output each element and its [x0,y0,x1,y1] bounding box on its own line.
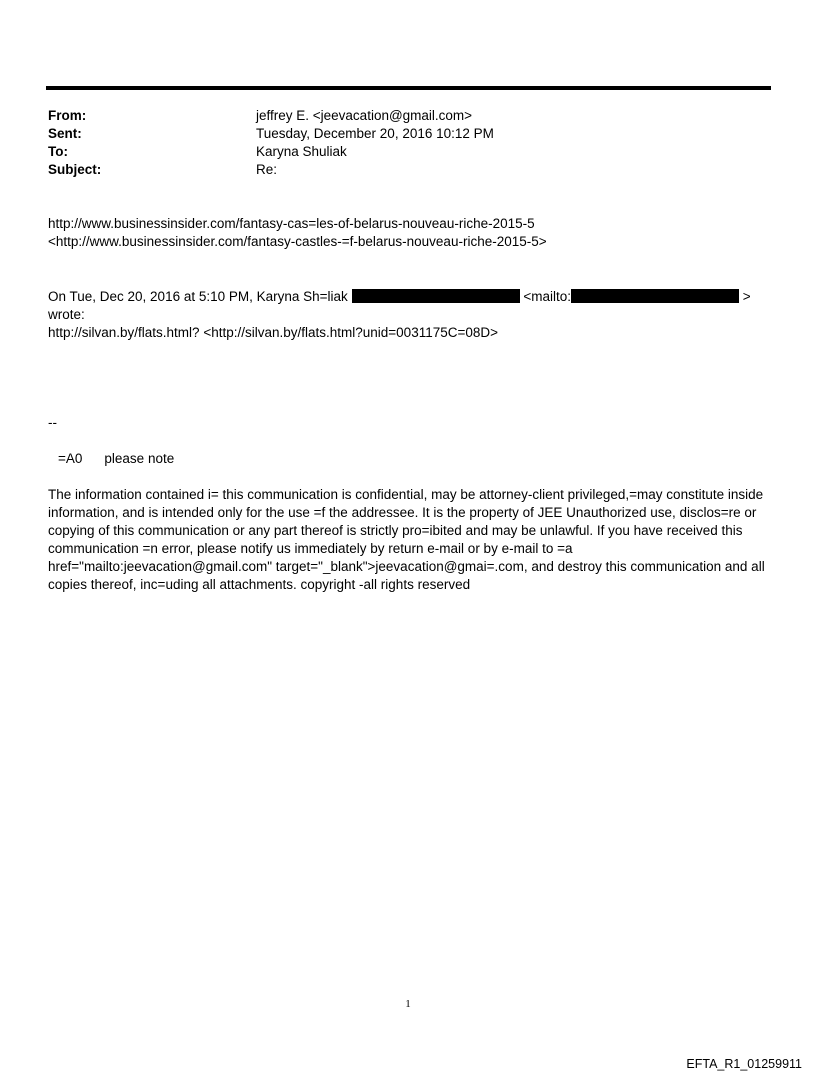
redaction-block [352,289,520,303]
link-line-2: <http://www.businessinsider.com/fantasy-castles-=f-belarus-nouveau-riche-2015-5> [48,234,547,249]
redaction-block [571,289,739,303]
quote-close: > [742,289,751,304]
quote-header-line [48,288,773,306]
subject-row [48,161,748,179]
sent-value: Tuesday, December 20, 2016 10:12 PM [256,126,494,141]
quote-wrote: wrote: [48,307,85,322]
from-label: From: [48,108,87,123]
sent-row [48,125,748,143]
signature-dashes: -- [48,415,57,430]
document-id: EFTA_R1_01259911 [686,1057,802,1071]
quote-mailto: <mailto: [523,289,571,304]
header-divider [46,86,771,90]
signature-code: =A0 [58,451,83,466]
signature-note-line [48,450,773,468]
from-row [48,107,748,125]
signature-note: please note [104,451,175,466]
confidentiality-notice: The information contained i= this communication is confidential, may be attorney-client privileged,=may constitute inside information, and is intended only for the use =f the addressee. It is the property of JEE Unauthorized use, disclos=re or copying of this communication or any part thereof is strictly pro=ibited and may be unlawful. If you have received this communication =n error, please notify us immediately by return e-mail or by e-mail to =a href="mailto:jeevacation@gmail.com" target="_blank">jeevacation@gmai=.com, and destroy this communication and all copies thereof, inc=uding all attachments. copyright -all rights reserved [48,487,765,592]
subject-label: Subject: [48,162,102,177]
link-line-1: http://www.businessinsider.com/fantasy-cas=les-of-belarus-nouveau-riche-2015-5 [48,216,535,231]
page-number: 1 [405,998,411,1010]
from-value: jeffrey E. <jeevacation@gmail.com> [256,108,473,123]
sent-label: Sent: [48,126,82,141]
to-label: To: [48,144,68,159]
quote-prefix: On Tue, Dec 20, 2016 at 5:10 PM, Karyna Sh=liak [48,289,352,304]
email-header-block [48,107,748,179]
to-value: Karyna Shuliak [256,144,347,159]
to-row [48,143,748,161]
subject-value: Re: [256,162,278,177]
quote-link: http://silvan.by/flats.html? <http://silvan.by/flats.html?unid=0031175C=08D> [48,325,499,340]
email-body [48,215,773,594]
